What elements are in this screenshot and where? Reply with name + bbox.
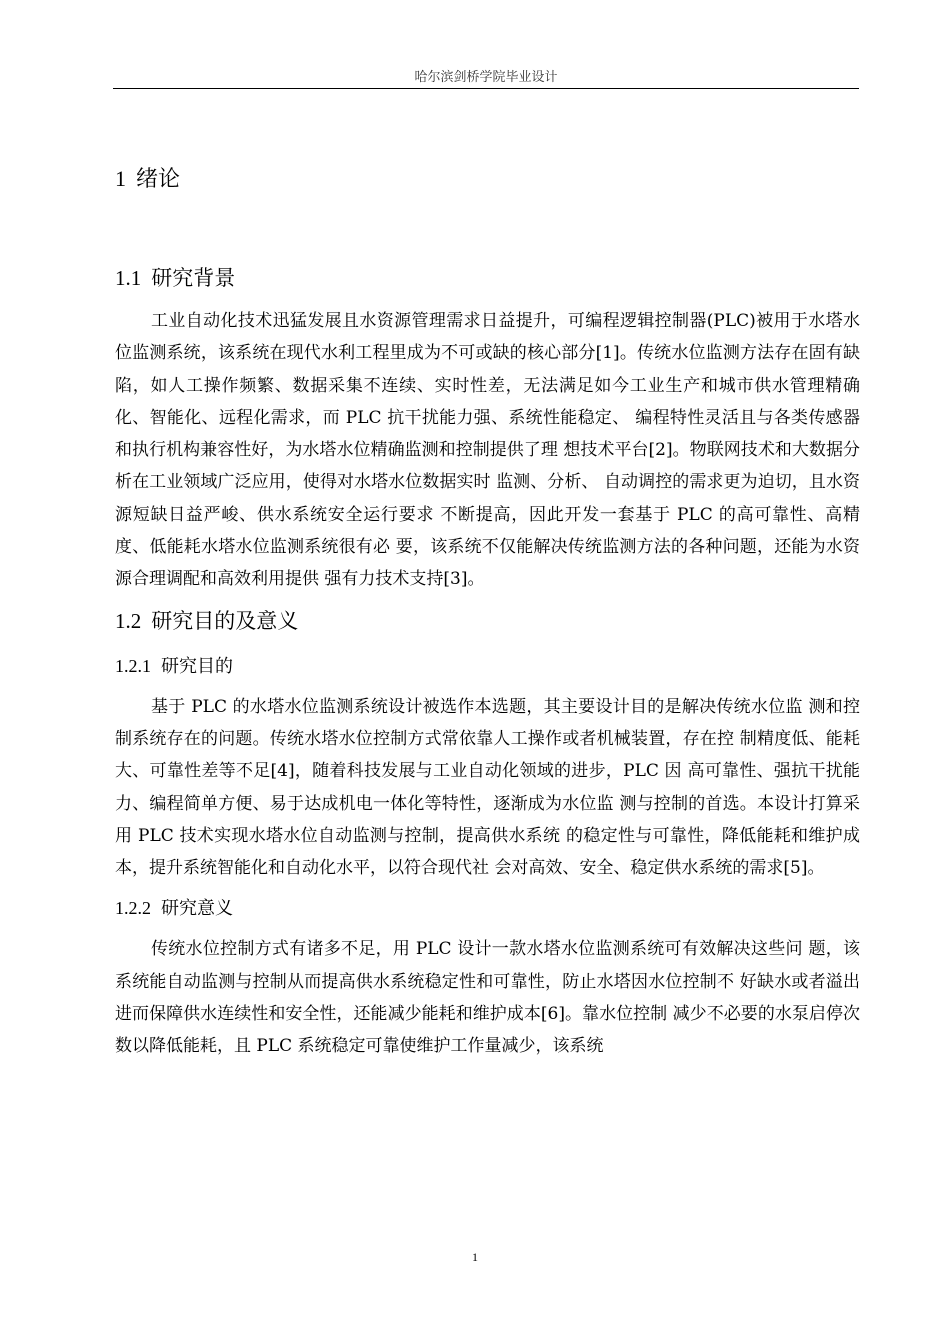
chapter-heading [115,160,860,199]
subsection-number: 1.2.1 [115,655,151,676]
page-number: 1 [472,1250,478,1264]
subsection-number: 1.2.2 [115,898,151,919]
page-header: 哈尔滨剑桥学院毕业设计 [414,70,558,85]
section-heading-1-2 [115,602,860,640]
section-number: 1.2 [115,608,142,633]
subsection-heading-1-2-1 [115,648,860,685]
section-title: 研究目的及意义 [151,608,299,633]
paragraph-research-background: 工业自动化技术迅猛发展且水资源管理需求日益提升，可编程逻辑控制器(PLC)被用于水塔水位监测系统，该系统在现代水利工程里成为不可或缺的核心部分[1]。传统水位监测方法存在固有缺陷，如人工操作频繁、数据采集不连续、实时性差，无法满足如今工业生产和城市供水管理精确化、智能化、远程化需求，而 PLC 抗干扰能力强、系统性能稳定、 编程特性灵活且与各类传感器和执行机构兼容性好，为水塔水位精确监测和控制提供了理 想技术平台[2]。物联网技术和大数据分析在工业领域广泛应用，使得对水塔水位数据实时 监测、分析、 自动调控的需求更为迫切，且水资源短缺日益严峻、供水系统安全运行要求 不断提高，因此开发一套基于 PLC 的高可靠性、高精度、低能耗水塔水位监测系统很有必 要，该系统不仅能解决传统监测方法的各种问题，还能为水资源合理调配和高效利用提供 强有力技术支持[3]。 [115,311,860,590]
section-heading-1-1 [115,259,860,297]
paragraph-research-significance: 传统水位控制方式有诸多不足，用 PLC 设计一款水塔水位监测系统可有效解决这些问 题，该系统能自动监测与控制从而提高供水系统稳定性和可靠性，防止水塔因水位控制不 好缺水或者溢出进而保障供水连续性和安全性，还能减少能耗和维护成本[6]。靠水位控制 减少不必要的水泵启停次数以降低能耗，且 PLC 系统稳定可靠使维护工作量减少，该系统 [115,939,860,1057]
paragraph-research-purpose: 基于 PLC 的水塔水位监测系统设计被选作本选题，其主要设计目的是解决传统水位监 测和控制系统存在的问题。传统水塔水位控制方式常依靠人工操作或者机械装置，存在控 制精度低、能耗大、可靠性差等不足[4]，随着科技发展与工业自动化领域的进步，PLC 因 高可靠性、强抗干扰能力、编程简单方便、易于达成机电一体化等特性，逐渐成为水位监 测与控制的首选。本设计打算采用 PLC 技术实现水塔水位自动监测与控制，提高供水系统 的稳定性与可靠性，降低能耗和维护成本，提升系统智能化和自动化水平，以符合现代社 会对高效、安全、稳定供水系统的需求[5]。 [115,696,860,879]
section-title: 研究背景 [151,266,236,290]
subsection-title: 研究目的 [161,655,233,677]
section-number: 1.1 [115,266,142,290]
chapter-number: 1 [115,166,126,191]
document-body [115,160,860,1069]
chapter-title: 绪论 [136,167,181,192]
subsection-title: 研究意义 [161,898,233,920]
subsection-heading-1-2-2 [115,890,860,927]
header-divider [113,88,859,89]
